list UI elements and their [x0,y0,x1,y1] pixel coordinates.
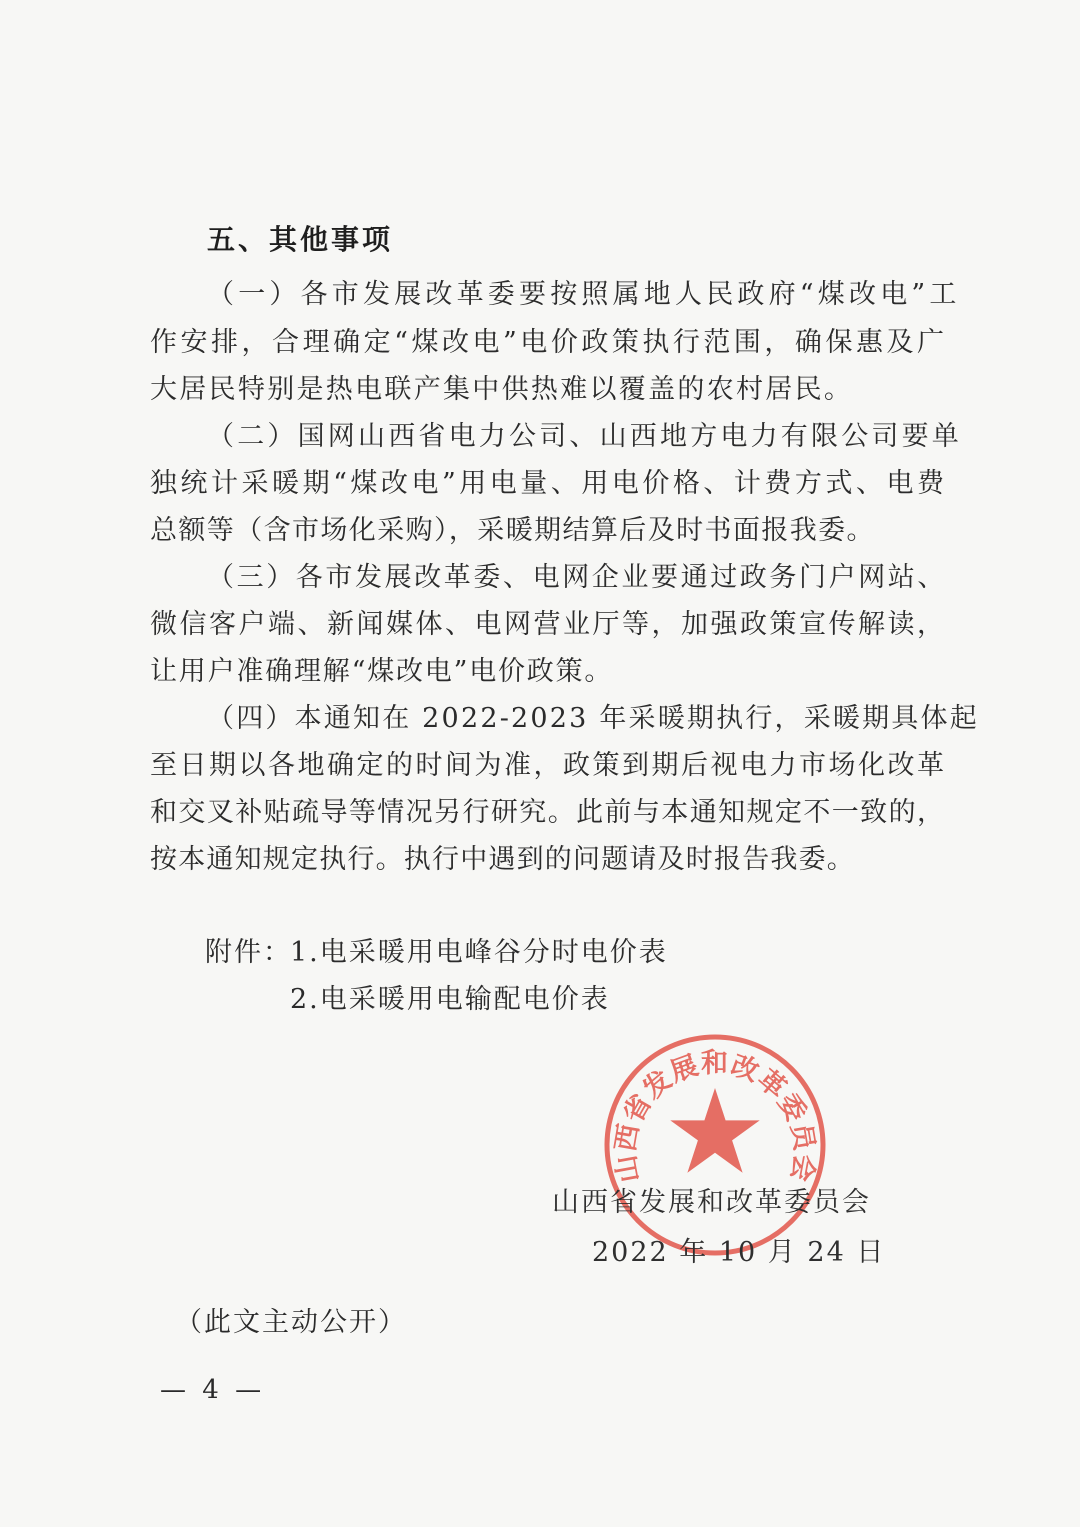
page-number: — 4 — [160,1375,266,1405]
official-seal-stamp [600,1030,830,1260]
attachments-label: 附件： [205,937,292,968]
disclosure-note: （此文主动公开） [175,1307,407,1338]
paragraph-4-line-2: 至日期以各地确定的时间为准，政策到期后视电力市场化改革 [150,750,944,781]
paragraph-2-line-1: （二）国网山西省电力公司、山西地方电力有限公司要单 [207,421,962,452]
paragraph-2-line-3: 总额等（含市场化采购），采暖期结算后及时书面报我委。 [150,515,875,546]
paragraph-3-line-3: 让用户准确理解“煤改电”电价政策。 [150,656,614,687]
paragraph-3-line-1: （三）各市发展改革委、电网企业要通过政务门户网站、 [207,562,947,593]
paragraph-1-line-3: 大居民特别是热电联产集中供热难以覆盖的农村居民。 [150,374,854,405]
issuing-organization: 山西省发展和改革委员会 [552,1187,871,1218]
paragraph-1-line-2: 作安排，合理确定“煤改电”电价政策执行范围，确保惠及广 [150,327,944,358]
seal-text: 山西省发展和改革委员会 [610,1048,820,1185]
paragraph-3-line-2: 微信客户端、新闻媒体、电网营业厅等，加强政策宣传解读， [150,609,944,640]
paragraph-4-line-1: （四）本通知在 2022-2023 年采暖期执行，采暖期具体起 [207,703,979,734]
paragraph-4-line-3: 和交叉补贴疏导等情况另行研究。此前与本通知规定不一致的， [150,797,944,828]
paragraph-2-line-2: 独统计采暖期“煤改电”用电量、用电价格、计费方式、电费 [150,468,944,499]
attachment-item-1: 1.电采暖用电峰谷分时电价表 [290,937,668,968]
issue-date: 2022 年 10 月 24 日 [592,1237,886,1268]
section-heading: 五、其他事项 [207,223,394,256]
attachment-item-2: 2.电采暖用电输配电价表 [290,984,610,1015]
paragraph-4-line-4: 按本通知规定执行。执行中遇到的问题请及时报告我委。 [150,844,855,875]
paragraph-1-line-1: （一）各市发展改革委要按照属地人民政府“煤改电”工 [207,279,961,310]
seal-star-icon [670,1088,759,1173]
